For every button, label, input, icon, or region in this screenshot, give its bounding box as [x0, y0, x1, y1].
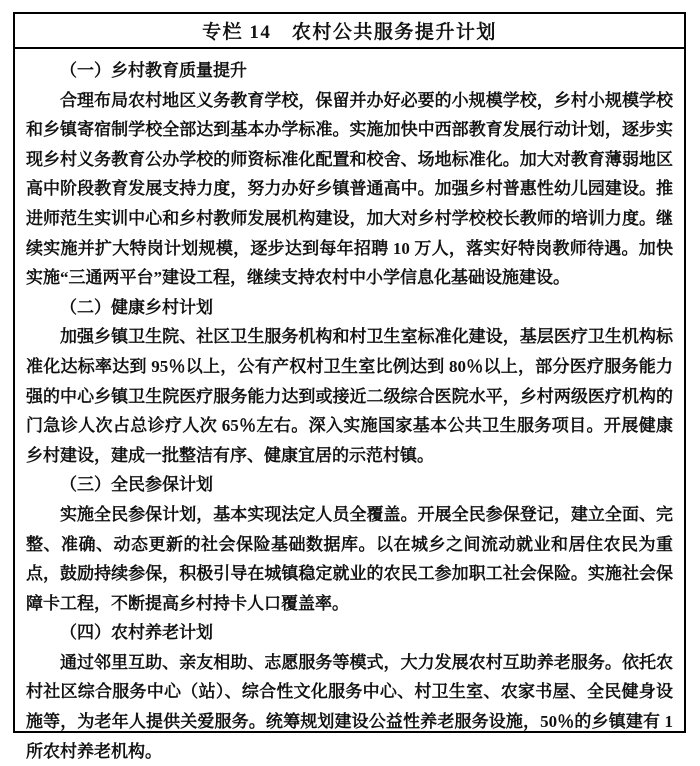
section-paragraph: 实施全民参保计划，基本实现法定人员全覆盖。开展全民参保登记，建立全面、完整、准确、动态更新的社会保险基础数据库。以在城乡之间流动就业和居住农民为重点，鼓励持续参保，积极引导在城镇稳定就业的农民工参加职工社会保险。实施社会保障卡工程，不断提高乡村持卡人口覆盖率。: [26, 504, 673, 613]
section-elderly-care: [26, 618, 673, 766]
section-education: [26, 56, 673, 293]
section-heading: （二）健康乡村计划: [60, 297, 213, 317]
section-paragraph: 合理布局农村地区义务教育学校，保留并办好必要的小规模学校，乡村小规模学校和乡镇寄宿制学校全部达到基本办学标准。实施加快中西部教育发展行动计划，逐步实现乡村义务教育公办学校的师资标准化配置和校舍、场地标准化。加大对教育薄弱地区高中阶段教育发展支持力度，努力办好乡镇普通高中。加强乡村普惠性幼儿园建设。推进师范生实训中心和乡村教师发展机构建设，加大对乡村学校校长教师的培训力度。继续实施并扩大特岗计划规模，逐步达到每年招聘 10 万人，落实好特岗教师待遇。加快实施“三通两平台”建设工程，继续支持农村中小学信息化基础设施建设。: [26, 90, 673, 288]
section-heading: （一）乡村教育质量提升: [60, 61, 247, 80]
section-heading: （三）全民参保计划: [60, 475, 213, 495]
column-box-body: [15, 49, 684, 766]
section-paragraph: 通过邻里互助、亲友相助、志愿服务等模式，大力发展农村互助养老服务。依托农村社区综合服务中心（站）、综合性文化服务中心、村卫生室、农家书屋、全民健身设施等，为老年人提供关爱服务。统筹规划建设公益性养老服务设施，50％的乡镇建有 1 所农村养老机构。: [26, 652, 673, 761]
section-paragraph: 加强乡镇卫生院、社区卫生服务机构和村卫生室标准化建设，基层医疗卫生机构标准化达标率达到 95％以上，公有产权村卫生室比例达到 80％以上，部分医疗服务能力强的中心乡镇卫生院医疗服务能力达到或接近二级综合医院水平，乡村两级医疗机构的门急诊人次占总诊疗人次 65％左右。深入实施国家基本公共卫生服务项目。开展健康乡村建设，建成一批整洁有序、健康宜居的示范村镇。: [26, 327, 673, 465]
section-heading: （四）农村养老计划: [60, 623, 213, 643]
column-box-title: 专栏 14 农村公共服务提升计划: [15, 14, 684, 49]
column-box: [13, 12, 686, 761]
section-social-insurance: [26, 470, 673, 618]
section-health: [26, 293, 673, 471]
